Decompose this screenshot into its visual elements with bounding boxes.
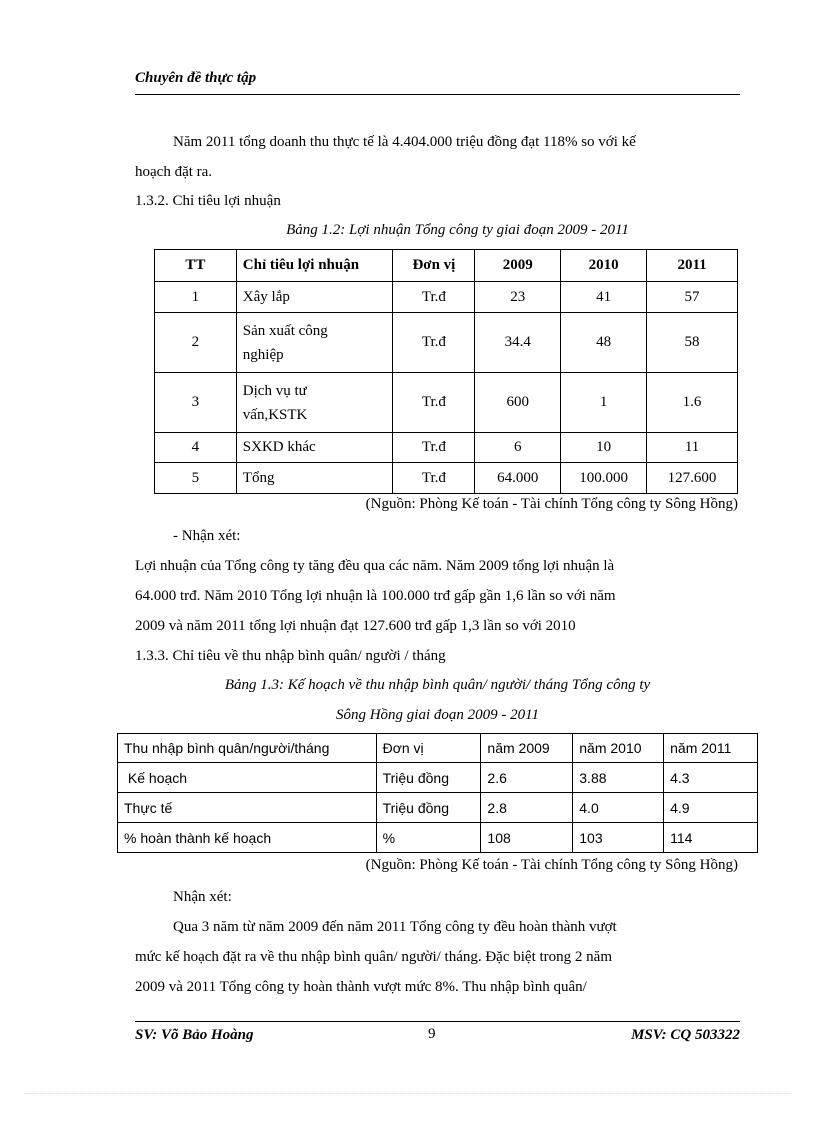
table-row [155, 373, 738, 433]
cell-line: nghiệp [242, 346, 284, 363]
table-cell: 4 [155, 433, 237, 463]
header-cell: năm 2011 [664, 734, 758, 763]
table-cell: 10 [561, 433, 647, 463]
table-cell: Tr.đ [393, 433, 475, 463]
table-cell: Thực tế [118, 793, 377, 823]
table-cell: % [376, 823, 481, 853]
table1-caption: Bảng 1.2: Lợi nhuận Tổng công ty giai đoạn 2009 - 2011 [286, 222, 629, 238]
remark1-line-2: 64.000 trđ. Năm 2010 Tổng lợi nhuận là 100.000 trđ gấp gần 1,6 lần so với năm [135, 588, 616, 604]
header-cell: 2009 [475, 250, 561, 282]
header-title: Chuyên đề thực tập [135, 70, 257, 86]
table-row [118, 793, 758, 823]
table-cell: 6 [475, 433, 561, 463]
header-cell: Thu nhập bình quân/người/tháng [118, 734, 377, 763]
remark2-line-2: mức kế hoạch đặt ra về thu nhập bình quân/ người/ tháng. Đặc biệt trong 2 năm [135, 949, 612, 965]
header-cell: Đơn vị [376, 734, 481, 763]
table1-source: (Nguồn: Phòng Kế toán - Tài chính Tổng công ty Sông Hồng) [365, 496, 738, 512]
table2-caption-line-1: Bảng 1.3: Kế hoạch về thu nhập bình quân/ người/ tháng Tổng công ty [224, 677, 651, 693]
table-cell: Xây lắp [236, 282, 393, 313]
page-number: 9 [428, 1026, 436, 1042]
table-cell: Triệu đồng [376, 793, 481, 823]
table-cell: 103 [573, 823, 664, 853]
table-cell: 23 [475, 282, 561, 313]
table-row [155, 463, 738, 494]
table-cell: 2 [155, 313, 237, 373]
cell-line: Sản xuất công [242, 322, 328, 339]
footer-msv: MSV: CQ 503322 [631, 1027, 740, 1043]
table-cell: Triệu đồng [376, 763, 481, 793]
footer-student: SV: Võ Bảo Hoàng [135, 1027, 254, 1043]
table-cell: 1.6 [647, 373, 738, 433]
table-cell: 100.000 [561, 463, 647, 494]
header-cell: 2011 [647, 250, 738, 282]
remark1-title: - Nhận xét: [173, 528, 241, 544]
table-cell: 57 [647, 282, 738, 313]
table-cell: 2.8 [481, 793, 573, 823]
table-cell: Tr.đ [393, 463, 475, 494]
table-cell: SXKD khác [236, 433, 393, 463]
remark2-line-3: 2009 và 2011 Tổng công ty hoàn thành vượt mức 8%. Thu nhập bình quân/ [135, 979, 587, 995]
header-cell: Chỉ tiêu lợi nhuận [236, 250, 393, 282]
income-table [117, 733, 758, 853]
section-heading-1-3-3: 1.3.3. Chỉ tiêu về thu nhập bình quân/ người / tháng [135, 648, 446, 664]
cell-line: vấn,KSTK [242, 406, 308, 423]
table-cell [236, 313, 393, 373]
header-cell: năm 2010 [573, 734, 664, 763]
table-cell: Tr.đ [393, 313, 475, 373]
intro-line-2: hoạch đặt ra. [135, 164, 213, 180]
remark2-line-1: Qua 3 năm từ năm 2009 đến năm 2011 Tổng công ty đều hoàn thành vượt [173, 919, 617, 935]
table-cell: 41 [561, 282, 647, 313]
table-cell: 4.0 [573, 793, 664, 823]
table-cell: 11 [647, 433, 738, 463]
table-cell: 64.000 [475, 463, 561, 494]
table-cell: Kế hoạch [118, 763, 377, 793]
header-cell: TT [155, 250, 237, 282]
table-row [155, 282, 738, 313]
table-cell [236, 373, 393, 433]
table-cell: % hoàn thành kế hoạch [118, 823, 377, 853]
header-cell: 2010 [561, 250, 647, 282]
table-row [155, 433, 738, 463]
table-cell: 108 [481, 823, 573, 853]
table-cell: Tổng [236, 463, 393, 494]
remark2-title: Nhận xét: [173, 889, 232, 905]
section-heading-1-3-2: 1.3.2. Chỉ tiêu lợi nhuận [135, 193, 281, 209]
table-cell: 3 [155, 373, 237, 433]
cell-line: Dịch vụ tư [242, 382, 307, 399]
profit-table [154, 249, 738, 494]
table-cell: 2.6 [481, 763, 573, 793]
header-cell: Đơn vị [393, 250, 475, 282]
remark1-line-1: Lợi nhuận của Tổng công ty tăng đều qua các năm. Năm 2009 tổng lợi nhuận là [135, 558, 615, 574]
table-cell: 114 [664, 823, 758, 853]
table-cell: Tr.đ [393, 373, 475, 433]
table-cell: Tr.đ [393, 282, 475, 313]
table-cell: 1 [155, 282, 237, 313]
table-row [155, 313, 738, 373]
table-cell: 1 [561, 373, 647, 433]
table-cell: 127.600 [647, 463, 738, 494]
table-cell: 3.88 [573, 763, 664, 793]
page-edge [25, 1093, 791, 1094]
table-cell: 58 [647, 313, 738, 373]
table-cell: 600 [475, 373, 561, 433]
footer-divider [135, 1021, 740, 1022]
table-cell: 4.9 [664, 793, 758, 823]
table-header-row [118, 734, 758, 763]
header-cell: năm 2009 [481, 734, 573, 763]
table-header-row [155, 250, 738, 282]
table-cell: 4.3 [664, 763, 758, 793]
remark1-line-3: 2009 và năm 2011 tổng lợi nhuận đạt 127.600 trđ gấp 1,3 lần so với 2010 [135, 618, 576, 634]
intro-line-1: Năm 2011 tổng doanh thu thực tế là 4.404.000 triệu đồng đạt 118% so với kế [173, 134, 636, 150]
table-row [118, 823, 758, 853]
table-cell: 34.4 [475, 313, 561, 373]
table-cell: 5 [155, 463, 237, 494]
table-cell: 48 [561, 313, 647, 373]
header-divider [135, 94, 740, 95]
table2-caption-line-2: Sông Hồng giai đoạn 2009 - 2011 [335, 707, 540, 723]
table-row [118, 763, 758, 793]
table2-source: (Nguồn: Phòng Kế toán - Tài chính Tổng công ty Sông Hồng) [365, 857, 738, 873]
